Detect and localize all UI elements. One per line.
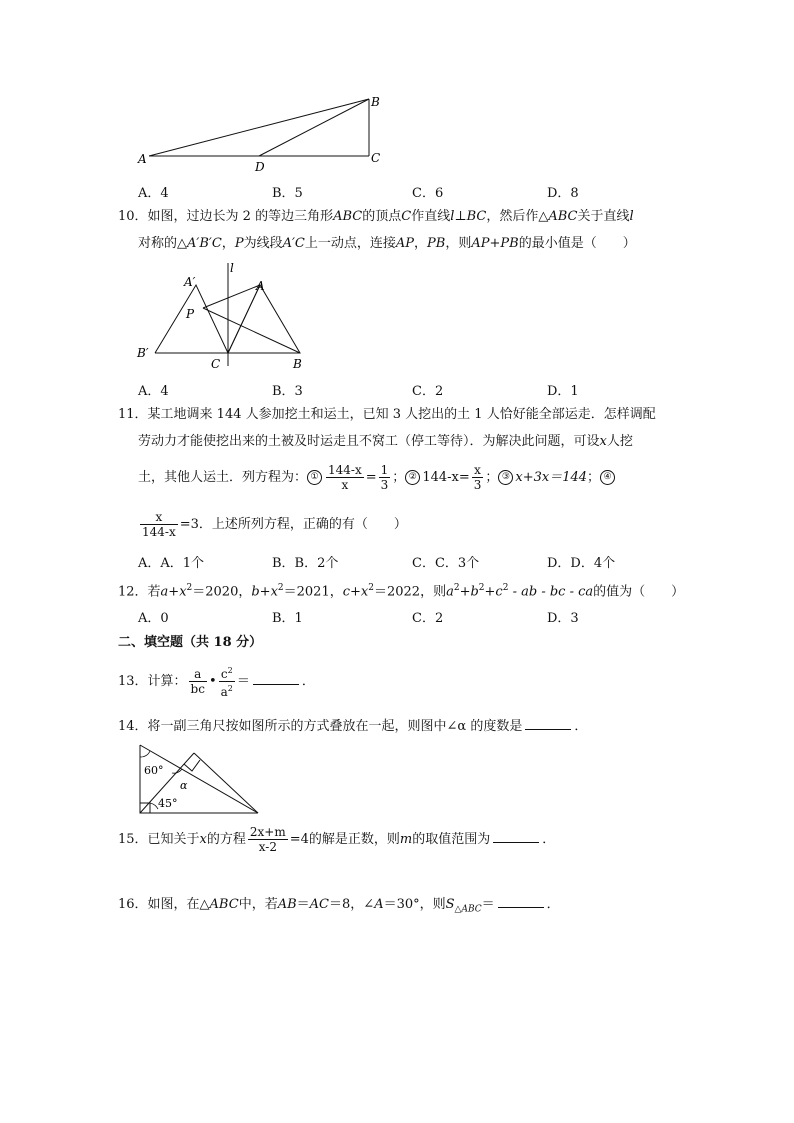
numerator: x <box>140 510 178 525</box>
text: 10．如图，过边长为 2 的等边三角形 <box>118 209 334 224</box>
option-a: A．0 <box>138 611 169 626</box>
text: x <box>599 434 607 449</box>
option-a: A．4 <box>138 384 169 399</box>
text: ABC <box>548 209 578 224</box>
denominator: x-2 <box>258 840 277 854</box>
q13-line: 13．计算： $\frac{a}{bc}$ • $\frac{c^2}{a^2}$ ＝ ． <box>118 666 315 699</box>
denominator: 3 <box>473 478 482 492</box>
circled-number: ① <box>307 470 322 485</box>
text: 12．若 <box>118 584 161 600</box>
text: c+x <box>342 584 369 600</box>
fraction <box>248 825 288 854</box>
text: AP <box>395 236 415 251</box>
numerator: 1 <box>380 463 389 477</box>
text: P <box>234 236 244 251</box>
text: a <box>446 584 454 600</box>
superscript: 2 <box>227 684 233 693</box>
q11-line4 <box>138 510 407 540</box>
option-c: C．2 <box>412 384 444 399</box>
superscript: 2 <box>277 583 284 593</box>
numerator: 2x+m <box>249 825 286 839</box>
option-d: D．1 <box>547 384 579 399</box>
text: AP+PB <box>471 236 519 251</box>
label-B: B <box>371 95 380 109</box>
text: ＝30°，则 <box>383 897 446 912</box>
option-c: C．6 <box>412 186 444 201</box>
text: S <box>445 897 455 912</box>
answer-blank[interactable] <box>525 717 571 730</box>
text: • <box>208 674 217 689</box>
denominator <box>219 682 235 699</box>
text: l <box>629 209 634 224</box>
text: A′B′C <box>187 236 222 251</box>
label-45: 45° <box>158 797 178 810</box>
q11-line1: 11．某工地调来 144 人参加挖土和运土，已知 3 人挖出的土 1 人恰好能全部运走．怎样调配 <box>118 407 656 422</box>
label-B: B <box>293 357 302 371</box>
text: 的值为（ ） <box>593 584 685 600</box>
q10-line2 <box>138 234 636 254</box>
text: A′C <box>282 236 305 251</box>
text: ABC <box>209 897 239 912</box>
text: 的最小值是（ ） <box>518 236 636 251</box>
text: ABC <box>333 209 363 224</box>
text: x+3x＝144 <box>515 470 588 485</box>
fraction <box>472 463 484 492</box>
section-title: 二、填空题（共 18 分） <box>118 635 263 650</box>
option-c: C．2 <box>412 611 444 626</box>
text: ． <box>574 719 588 734</box>
text: - ab - bc - ca <box>508 584 594 600</box>
q14-line <box>118 717 587 737</box>
superscript: 2 <box>502 583 509 593</box>
numerator: x <box>472 463 484 478</box>
text: 为线段 <box>243 236 283 251</box>
option-a: A．4 <box>138 186 169 201</box>
figure-q10 <box>135 260 315 375</box>
label-C: C <box>211 357 221 371</box>
text: ； <box>392 470 406 485</box>
text: C <box>401 209 412 224</box>
option-a: A．A．1个 <box>138 556 205 571</box>
text: 作直线 <box>411 209 451 224</box>
text: ＝2021， <box>283 584 343 600</box>
label-60: 60° <box>144 764 164 777</box>
text: 的取值范围为 <box>412 832 491 847</box>
text: ＝8，∠ <box>329 897 375 912</box>
text: ，则 <box>445 236 472 251</box>
denominator: x <box>341 478 349 492</box>
text: = <box>365 470 377 485</box>
option-b: B．5 <box>272 186 303 201</box>
label-A: A <box>256 279 265 293</box>
answer-blank[interactable] <box>253 672 299 685</box>
option-c: C．C．3个 <box>412 556 480 571</box>
text: a <box>220 685 228 699</box>
text: ． <box>301 674 315 689</box>
text: PB <box>427 236 446 251</box>
label-A: A <box>138 152 147 166</box>
text: 13．计算： <box>118 674 187 689</box>
fraction <box>379 463 391 492</box>
text: ， <box>221 236 235 251</box>
text: +c <box>484 584 503 600</box>
numerator <box>219 664 235 682</box>
label-P: P <box>186 307 195 321</box>
fraction <box>326 463 364 492</box>
text: =4的解是正数，则 <box>289 832 400 847</box>
text: AB <box>277 897 297 912</box>
text: =3．上述所列方程，正确的有（ ） <box>179 517 407 532</box>
text: b+x <box>251 584 278 600</box>
denominator: 144-x <box>142 525 176 539</box>
q11-line2 <box>138 432 633 452</box>
superscript: 2 <box>478 583 485 593</box>
denominator: 3 <box>380 478 389 492</box>
q16-line <box>118 895 560 920</box>
numerator: 144-x <box>328 463 362 477</box>
figure-q14 <box>136 743 261 815</box>
text: ＝2020， <box>192 584 252 600</box>
text: 土，其他人运土．列方程为： <box>138 470 308 485</box>
text: ； <box>587 470 601 485</box>
text: ． <box>546 897 560 912</box>
superscript: 2 <box>227 666 233 675</box>
text: c <box>220 667 228 681</box>
text: 16．如图，在△ <box>118 897 210 912</box>
option-d: D．D．4个 <box>547 556 616 571</box>
label-C: C <box>371 151 381 165</box>
q11-line3 <box>138 462 617 494</box>
text: 的顶点 <box>362 209 402 224</box>
text: 中，若 <box>238 897 278 912</box>
subscript: △ABC <box>454 904 482 915</box>
text: a+x <box>160 584 187 600</box>
text: 上一动点，连接 <box>304 236 396 251</box>
text: ＝2022，则 <box>373 584 447 600</box>
option-b: B．1 <box>272 611 303 626</box>
text: 144-x= <box>422 470 470 485</box>
text: x <box>199 832 207 847</box>
circled-number: ② <box>405 470 420 485</box>
text: 劳动力才能使挖出来的土被及时运走且不窝工（停工等待）．为解决此问题，可设 <box>138 434 600 449</box>
option-d: D．8 <box>547 186 579 201</box>
circled-number: ④ <box>600 470 615 485</box>
text: ； <box>485 470 499 485</box>
label-D: D <box>255 160 265 172</box>
text: 的方程 <box>206 832 246 847</box>
label-l: l <box>230 261 234 275</box>
label-Ap: A′ <box>184 275 196 289</box>
option-b: B．B．2个 <box>272 556 339 571</box>
text: AC <box>309 897 330 912</box>
fraction <box>189 667 207 696</box>
denominator: bc <box>190 682 205 696</box>
answer-blank[interactable] <box>493 830 539 843</box>
text: 对称的△ <box>138 236 187 251</box>
text: 14．将一副三角尺按如图所示的方式叠放在一起，则图中∠α 的度数是 <box>118 719 523 734</box>
option-d: D．3 <box>547 611 579 626</box>
text: ． <box>542 832 556 847</box>
text: ＝ <box>481 897 495 912</box>
fraction <box>140 510 178 539</box>
superscript: 2 <box>453 583 460 593</box>
q15-line <box>118 822 555 858</box>
text: ，然后作△ <box>486 209 549 224</box>
text: 15．已知关于 <box>118 832 200 847</box>
text: ＝ <box>296 897 310 912</box>
label-alpha: α <box>180 779 188 792</box>
label-Bp: B′ <box>137 346 149 360</box>
superscript: 2 <box>368 583 374 593</box>
text: m <box>399 832 413 847</box>
figure-q9 <box>135 92 390 172</box>
fraction <box>219 664 235 699</box>
text: 人挖 <box>606 434 633 449</box>
text: 关于直线 <box>577 209 630 224</box>
option-b: B．3 <box>272 384 303 399</box>
text: +b <box>459 584 479 600</box>
superscript: 2 <box>186 583 193 593</box>
circled-number: ③ <box>498 470 513 485</box>
text: A <box>374 897 384 912</box>
q10-line1 <box>118 207 634 227</box>
answer-blank[interactable] <box>498 895 544 908</box>
numerator: a <box>189 667 207 682</box>
q12-line <box>118 578 684 602</box>
text: l⊥BC <box>450 209 487 224</box>
text: ， <box>414 236 428 251</box>
